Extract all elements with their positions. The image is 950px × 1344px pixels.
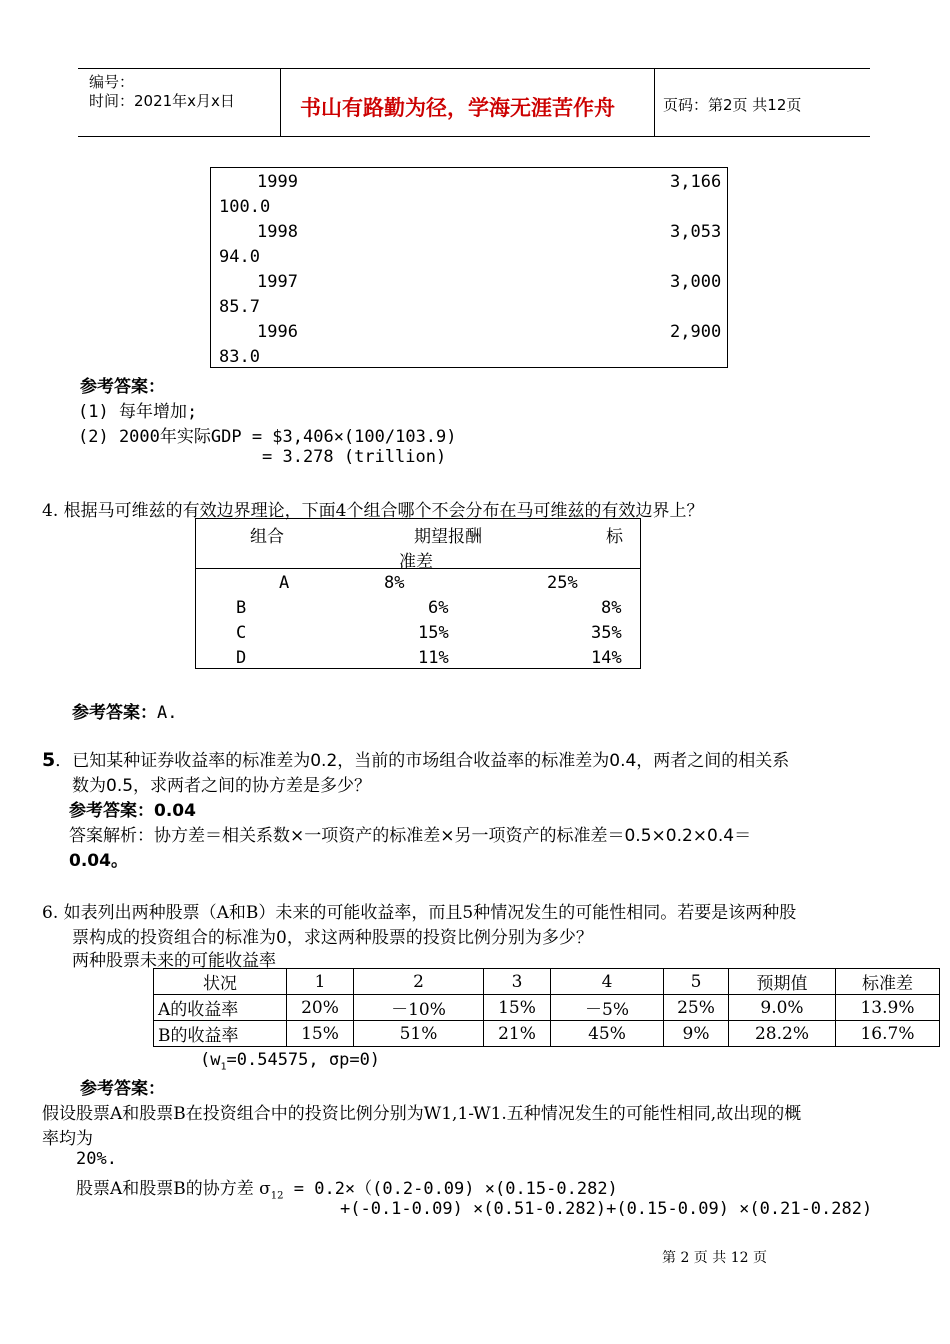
portfolio-return: 6% xyxy=(428,598,449,618)
table-cell: 51% xyxy=(354,1021,484,1047)
table-cell: 15% xyxy=(484,995,551,1021)
q6-covariance-line xyxy=(76,1174,618,1201)
table-row xyxy=(154,1021,940,1047)
portfolio-name: B xyxy=(236,598,247,618)
q6-note xyxy=(200,1050,380,1072)
header-divider xyxy=(654,68,655,137)
q5-analysis: 0.04。 xyxy=(69,851,128,871)
gdp-year: 1997 xyxy=(257,272,298,292)
portfolio-name: D xyxy=(236,648,247,668)
gdp-year: 1999 xyxy=(257,172,298,192)
table-cell: －10% xyxy=(354,995,484,1021)
q6-cov-rest: = 0.2×（(0.2-0.09) ×(0.15-0.282) xyxy=(283,1179,618,1199)
q5-number: 5 xyxy=(42,749,56,771)
q6-note-w: (w xyxy=(200,1050,221,1070)
table-cell: 20% xyxy=(287,995,354,1021)
table-header-cell: 2 xyxy=(354,969,484,995)
q5-question-line xyxy=(42,746,789,771)
gdp-value: 3,166 xyxy=(670,172,722,192)
portfolio-return: 11% xyxy=(418,648,449,668)
q4-answer xyxy=(72,698,177,723)
table-cell: 13.9% xyxy=(836,995,940,1021)
q3-answer-line: (2) 2000年实际GDP = $3,406×(100/103.9) xyxy=(78,427,457,447)
q6-note-rest: =0.54575, σp=0) xyxy=(226,1050,381,1070)
footer-page-number: 第 2 页 共 12 页 xyxy=(662,1250,767,1266)
portfolio-return: 15% xyxy=(418,623,449,643)
header-number-label: 编号： xyxy=(89,73,135,91)
q6-question-line: 6. 如表列出两种股票（A和B）未来的可能收益率，而且5种情况发生的可能性相同。若要是该两种股 xyxy=(42,903,797,923)
table-cell: 45% xyxy=(551,1021,664,1047)
q6-note-sub: 1 xyxy=(220,1061,227,1073)
table-header-cell: 预期值 xyxy=(729,969,836,995)
table-header-cell: 5 xyxy=(664,969,729,995)
q5-analysis: 答案解析：协方差＝相关系数×一项资产的标准差×另一项资产的标准差＝0.5×0.2×0.4＝ xyxy=(69,826,752,846)
portfolio-header: 标 xyxy=(606,527,623,547)
q5-answer: 参考答案：0.04 xyxy=(69,801,196,821)
q6-answer-line: 率均为 xyxy=(42,1129,93,1149)
table-cell: B的收益率 xyxy=(154,1021,287,1047)
q4-question: 4. 根据马可维兹的有效边界理论，下面4个组合哪个不会分布在马可维兹的有效边界上？ xyxy=(42,501,704,521)
gdp-value: 3,053 xyxy=(670,222,722,242)
gdp-value: 2,900 xyxy=(670,322,722,342)
q3-answer-line: = 3.278 (trillion) xyxy=(262,447,447,467)
returns-table xyxy=(153,968,940,1047)
q4-answer-label: 参考答案： xyxy=(72,703,157,723)
header-motto: 书山有路勤为径，学海无涯苦作舟 xyxy=(300,96,615,120)
q3-answer-label: 参考答案： xyxy=(80,377,165,397)
q6-question-line: 票构成的投资组合的标准为0，求这两种股票的投资比例分别为多少？ xyxy=(72,928,593,948)
gdp-year: 1998 xyxy=(257,222,298,242)
q6-answer-line: 20%. xyxy=(76,1149,117,1169)
portfolio-header: 期望报酬 xyxy=(414,527,482,547)
table-header-cell: 标准差 xyxy=(836,969,940,995)
q3-answer-line: (1) 每年增加; xyxy=(78,402,198,422)
gdp-index: 100.0 xyxy=(219,197,271,217)
portfolio-name: A xyxy=(279,573,290,593)
table-cell: 9.0% xyxy=(729,995,836,1021)
header-bottom-rule xyxy=(78,136,870,137)
table-cell: 21% xyxy=(484,1021,551,1047)
table-cell: 25% xyxy=(664,995,729,1021)
table-header-cell: 4 xyxy=(551,969,664,995)
table-header-cell: 状况 xyxy=(154,969,287,995)
portfolio-name: C xyxy=(236,623,247,643)
q6-cov-sub: 12 xyxy=(270,1190,284,1202)
header-date: 时间：2021年x月x日 xyxy=(89,92,235,110)
portfolio-std: 35% xyxy=(591,623,622,643)
table-cell: 9% xyxy=(664,1021,729,1047)
table-row xyxy=(154,995,940,1021)
table-cell: 16.7% xyxy=(836,1021,940,1047)
table-header-cell: 3 xyxy=(484,969,551,995)
portfolio-std: 14% xyxy=(591,648,622,668)
table-cell: A的收益率 xyxy=(154,995,287,1021)
header-page-label: 页码：第2页 共12页 xyxy=(663,96,802,114)
q6-table-title: 两种股票未来的可能收益率 xyxy=(72,951,276,971)
table-row xyxy=(154,969,940,995)
table-cell: 28.2% xyxy=(729,1021,836,1047)
q4-answer-value: A. xyxy=(157,703,178,723)
gdp-index: 83.0 xyxy=(219,347,260,367)
header-divider xyxy=(280,68,281,137)
gdp-index: 85.7 xyxy=(219,297,260,317)
portfolio-std: 25% xyxy=(547,573,578,593)
gdp-year: 1996 xyxy=(257,322,298,342)
table-cell: 15% xyxy=(287,1021,354,1047)
q6-cov-prefix: 股票A和股票B的协方差 σ xyxy=(76,1179,271,1199)
portfolio-header: 组合 xyxy=(250,527,284,547)
gdp-value: 3,000 xyxy=(670,272,722,292)
q6-covariance-line: +(-0.1-0.09) ×(0.51-0.282)+(0.15-0.09) ×(0.21-0.282) xyxy=(340,1199,873,1219)
q5-text: ．已知某种证券收益率的标准差为0.2，当前的市场组合收益率的标准差为0.4，两者之间的相关系 xyxy=(55,751,790,771)
header-top-rule xyxy=(78,68,870,69)
portfolio-header: 准差 xyxy=(399,552,433,572)
table-cell: －5% xyxy=(551,995,664,1021)
portfolio-std: 8% xyxy=(601,598,622,618)
q5-question-line: 数为0.5，求两者之间的协方差是多少？ xyxy=(72,776,372,796)
table-header-cell: 1 xyxy=(287,969,354,995)
portfolio-return: 8% xyxy=(384,573,405,593)
gdp-index: 94.0 xyxy=(219,247,260,267)
q6-answer-line: 假设股票A和股票B在投资组合中的投资比例分别为W1,1-W1.五种情况发生的可能性相同,故出现的概 xyxy=(42,1104,802,1124)
q6-answer-label: 参考答案： xyxy=(80,1079,165,1099)
